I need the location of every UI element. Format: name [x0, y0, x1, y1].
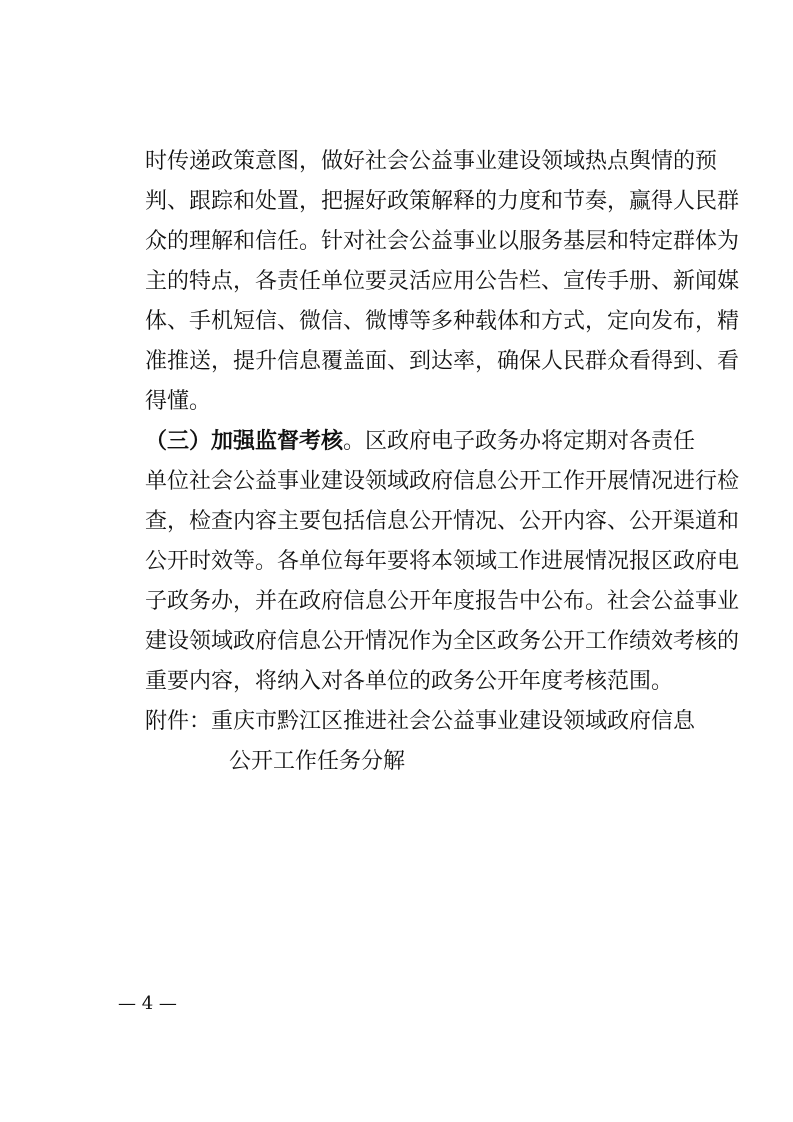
paragraph-1-line: 主的特点，各责任单位要灵活应用公告栏、宣传手册、新闻媒 [145, 269, 740, 294]
paragraph-2-line: 建设领域政府信息公开情况作为全区政务公开工作绩效考核的 [145, 629, 740, 654]
paragraph-2-first-line [145, 422, 696, 462]
attachment-first-line [145, 702, 696, 742]
page-number: — 4 — [118, 993, 177, 1014]
attachment-title-line-1: 重庆市黔江区推进社会公益事业建设领域政府信息 [211, 709, 696, 734]
paragraph-1-line: 得懂。 [145, 389, 212, 414]
paragraph-1-line: 判、跟踪和处置，把握好政策解释的力度和节奏，赢得人民群 [145, 189, 740, 214]
paragraph-1-line: 时传递政策意图，做好社会公益事业建设领域热点舆情的预 [145, 149, 718, 174]
paragraph-1-line: 准推送，提升信息覆盖面、到达率，确保人民群众看得到、看 [145, 349, 740, 374]
paragraph-2-line: 子政务办，并在政府信息公开年度报告中公布。社会公益事业 [145, 589, 740, 614]
paragraph-2-first-line-text: 。区政府电子政务办将定期对各责任 [343, 429, 696, 454]
paragraph-1-line: 体、手机短信、微信、微博等多种载体和方式，定向发布，精 [145, 309, 740, 334]
attachment-label: 附件： [145, 709, 212, 734]
section-heading: （三）加强监督考核 [145, 429, 344, 454]
paragraph-2-line: 单位社会公益事业建设领域政府信息公开工作开展情况进行检 [145, 469, 740, 494]
paragraph-2-line: 公开时效等。各单位每年要将本领域工作进展情况报区政府电 [145, 549, 740, 574]
attachment-title-line-2: 公开工作任务分解 [229, 749, 406, 774]
paragraph-2-line: 重要内容，将纳入对各单位的政务公开年度考核范围。 [145, 669, 674, 694]
paragraph-1-line: 众的理解和信任。针对社会公益事业以服务基层和特定群体为 [145, 229, 740, 254]
paragraph-2-line: 查，检查内容主要包括信息公开情况、公开内容、公开渠道和 [145, 509, 740, 534]
